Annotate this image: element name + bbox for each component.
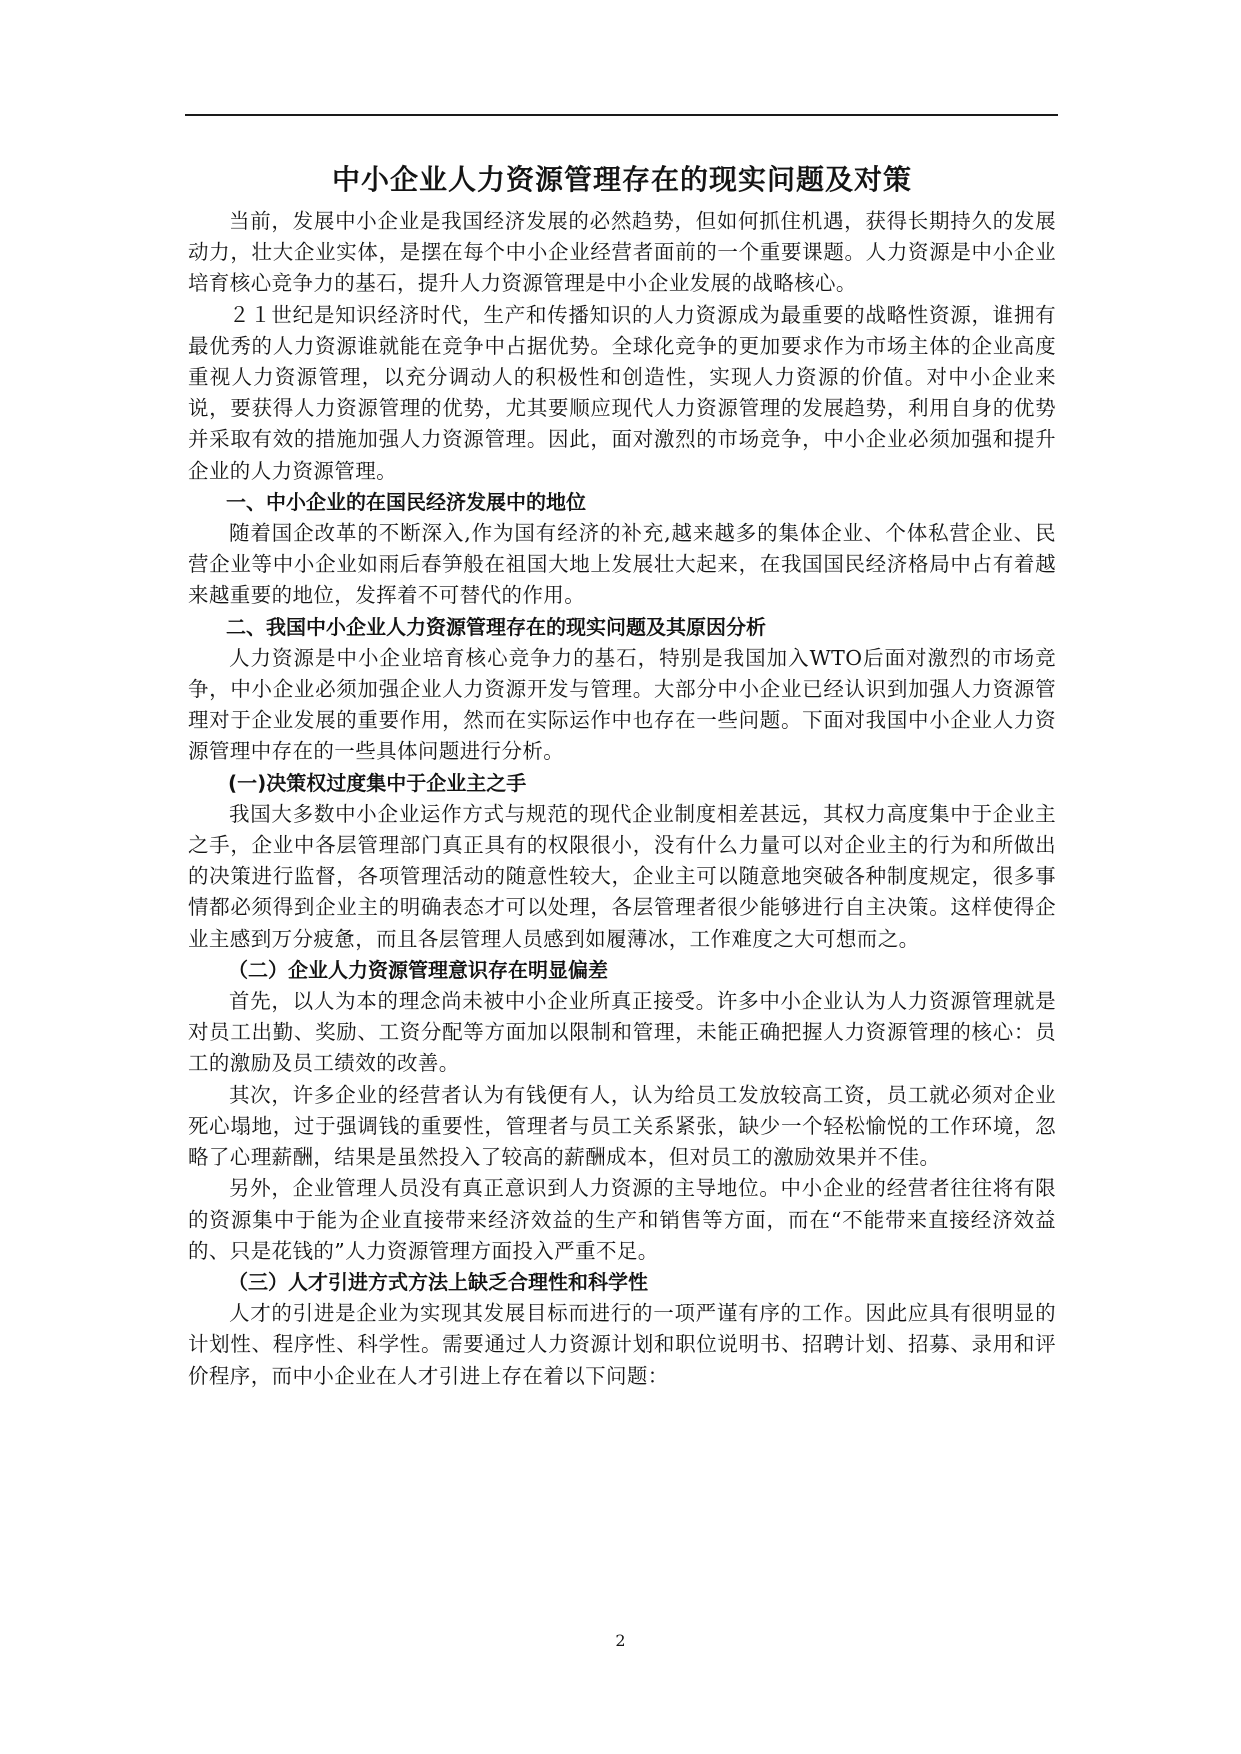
document-title: 中小企业人力资源管理存在的现实问题及对策 bbox=[331, 163, 912, 196]
paragraph: 随着国企改革的不断深入,作为国有经济的补充,越来越多的集体企业、个体私营企业、民营企业等中小企业如雨后春笋般在祖国大地上发展壮大起来，在我国国民经济格局中占有着越来越重要的地位，发挥着不可替代的作用。 bbox=[188, 521, 1056, 608]
section-heading: 二、我国中小企业人力资源管理存在的现实问题及其原因分析 bbox=[226, 614, 766, 639]
page-number: 2 bbox=[615, 1631, 626, 1650]
page-body bbox=[188, 158, 1056, 1392]
header-rule bbox=[185, 114, 1058, 116]
subsection-heading: (一)决策权过度集中于企业主之手 bbox=[228, 770, 527, 795]
paragraph: 我国大多数中小企业运作方式与规范的现代企业制度相差甚远，其权力高度集中于企业主之手，企业中各层管理部门真正具有的权限很小，没有什么力量可以对企业主的行为和所做出的决策进行监督，各项管理活动的随意性较大，企业主可以随意地突破各种制度规定，很多事情都必须得到企业主的明确表态才可以处理，各层管理者很少能够进行自主决策。这样使得企业主感到万分疲惫，而且各层管理人员感到如履薄冰，工作难度之大可想而之。 bbox=[188, 801, 1056, 951]
subsection-heading: （二）企业人力资源管理意识存在明显偏差 bbox=[228, 957, 608, 982]
paragraph: 人才的引进是企业为实现其发展目标而进行的一项严谨有序的工作。因此应具有很明显的计划性、程序性、科学性。需要通过人力资源计划和职位说明书、招聘计划、招募、录用和评价程序，而中小企业在人才引进上存在着以下问题： bbox=[188, 1301, 1056, 1388]
paragraph: 首先，以人为本的理念尚未被中小企业所真正接受。许多中小企业认为人力资源管理就是对员工出勤、奖励、工资分配等方面加以限制和管理，未能正确把握人力资源管理的核心：员工的激励及员工绩效的改善。 bbox=[188, 989, 1056, 1076]
paragraph: 人力资源是中小企业培育核心竞争力的基石，特别是我国加入WTO后面对激烈的市场竞争，中小企业必须加强企业人力资源开发与管理。大部分中小企业已经认识到加强人力资源管理对于企业发展的重要作用，然而在实际运作中也存在一些问题。下面对我国中小企业人力资源管理中存在的一些具体问题进行分析。 bbox=[188, 645, 1056, 764]
paragraph: ２１世纪是知识经济时代，生产和传播知识的人力资源成为最重要的战略性资源，谁拥有最优秀的人力资源谁就能在竞争中占据优势。全球化竞争的更加要求作为市场主体的企业高度重视人力资源管理，以充分调动人的积极性和创造性，实现人力资源的价值。对中小企业来说，要获得人力资源管理的优势，尤其要顺应现代人力资源管理的发展趋势，利用自身的优势并采取有效的措施加强人力资源管理。因此，面对激烈的市场竞争，中小企业必须加强和提升企业的人力资源管理。 bbox=[188, 302, 1056, 483]
paragraph: 其次，许多企业的经营者认为有钱便有人，认为给员工发放较高工资，员工就必须对企业死心塌地，过于强调钱的重要性，管理者与员工关系紧张，缺少一个轻松愉悦的工作环境，忽略了心理薪酬，结果是虽然投入了较高的薪酬成本，但对员工的激励效果并不佳。 bbox=[188, 1082, 1056, 1170]
paragraph: 另外，企业管理人员没有真正意识到人力资源的主导地位。中小企业的经营者往往将有限的资源集中于能为企业直接带来经济效益的生产和销售等方面，而在“不能带来直接经济效益的、只是花钱的”人力资源管理方面投入严重不足。 bbox=[188, 1176, 1056, 1263]
paragraph: 当前，发展中小企业是我国经济发展的必然趋势，但如何抓住机遇，获得长期持久的发展动力，壮大企业实体，是摆在每个中小企业经营者面前的一个重要课题。人力资源是中小企业培育核心竞争力的基石，提升人力资源管理是中小企业发展的战略核心。 bbox=[188, 209, 1056, 296]
section-heading: 一、中小企业的在国民经济发展中的地位 bbox=[226, 489, 586, 514]
subsection-heading: （三）人才引进方式方法上缺乏合理性和科学性 bbox=[228, 1269, 648, 1294]
